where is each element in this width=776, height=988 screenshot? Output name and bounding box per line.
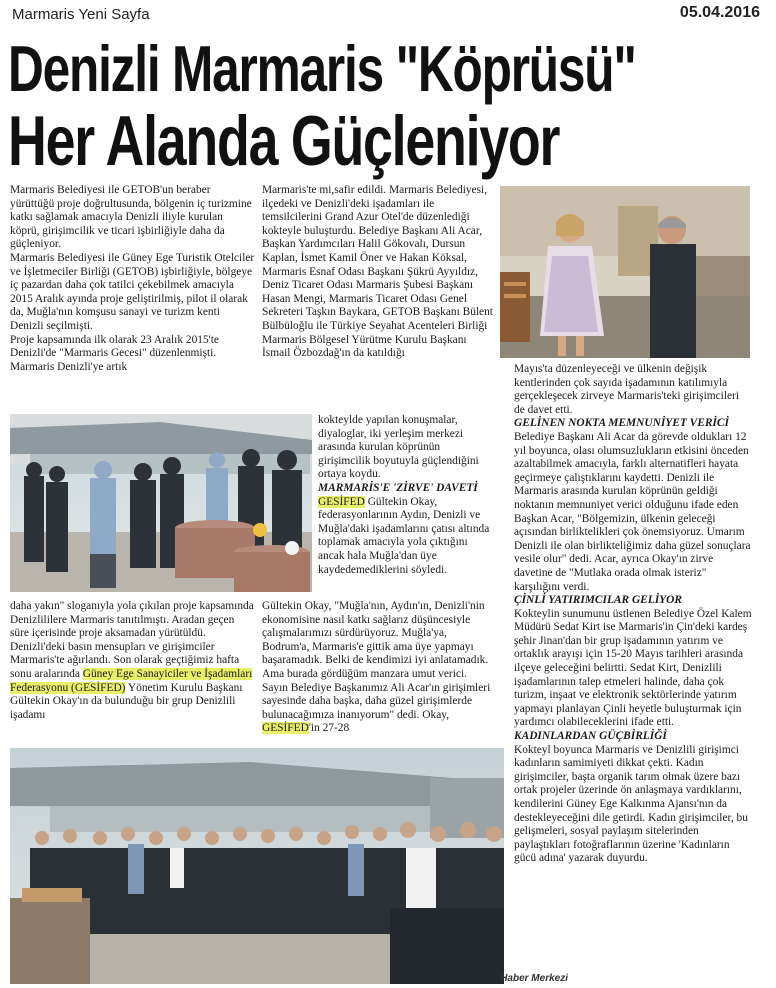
cocktail-photo	[10, 414, 312, 592]
headline-line-1: Denizli Marmaris "Köprüsü"	[8, 33, 636, 106]
group-photo	[10, 748, 504, 984]
paragraph: Gültekin Okay, "Muğla'nın, Aydın'ın, Denizli'nin ekonomisine nasıl katkı sağlarız düşüncesiyle çalışmalarımızı sürdürüyoruz. Muğla'ya, Bodrum'a, Marmaris'e gittik ama üye yapmayı başaramadık. Belki de kendimizi iyi anlatamadık. Ama burada gördüğüm manzara umut verici. Sayın Belediye Başkanımız Ali Acar'ın girişimleri sayesinde daha başka, daha güzel girişimlerde bulunacağımıza inanıyorum" dedi. Okay,	[262, 600, 491, 721]
paragraph: Kokteyl boyunca Marmaris ve Denizlili girişimci kadınların samimiyeti dikkat çekti. Kadın girişimciler, başta organik tarım olmak üzere bazı ortak projeler üzerinde ön anlaşmaya vardıklarını, kendilerini Güney Ege Kalkınma Ajansı'nın da destekleyeceğini dile getirdi. Kadın girişimciler, bu gelişmeleri, sosyal paylaşım sitelerinden paylaştıkları fotoğraflarının üzerine 'Kadınların gücü adına' yazarak duyurdu.	[514, 743, 748, 865]
paragraph: Belediye Başkanı Ali Acar da görevde oldukları 12 yıl boyunca, olası olumsuzlukların etkisini önceden azaltabilmek amacıyla, farklı alternatifleri hayata geçirmeye çalıştıklarını kaydetti. Denizli ile Marmaris arasında kurulan köprünün geldiği noktanın memnuniyet verici olduğunu ifade eden Başkan Acar, "Bölgemizin, ülkenin geleceği açısından birliktelikleri çok önemsiyoruz. Umarım Denizli ile olan birlikteliğimiz daha güzel sonuçlara vesile olur" dedi. Acar, ayrıca Okay'ın zirve davetine de "Mutlaka orada olmak isteriz" karşılığını verdi.	[514, 430, 751, 593]
subheading-memnuniyet: GELİNEN NOKTA MEMNUNİYET VERİCİ	[514, 417, 729, 430]
byline: Haber Merkezi	[500, 973, 568, 984]
paragraph: Marmaris Belediyesi ile GETOB'un beraber yürüttüğü proje doğrultusunda, bölgenin iç turizmine katkı sağlamak amacıyla Denizli iliyle kurulan köprü, girişimcilik ve ticari işbirliğiyle daha da güçleniyor.	[10, 184, 252, 251]
speakers-photo	[500, 186, 750, 358]
publication-date: 05.04.2016	[679, 4, 760, 21]
paragraph: Kokteylin sunumunu üstlenen Belediye Özel Kalem Müdürü Sedat Kirt ise Marmaris'in Çin'deki kardeş şehir Jinan'dan bir grup işadamının yatırım ve ortaklık arayışı için 15-20 Mayıs tarihleri arasında ilçeye geleceğini belirtti. Sedat Kirt, Denizlili işadamlarının talep etmeleri halinde, daha çok turizm, inşaat ve elektronik sektörlerinde yatırım yapmayı planlayan Çinli heyetle buluşturmak için yardımcı olabileceklerini ifade etti.	[514, 607, 752, 729]
subheading-cinli-yatirimcilar: ÇİNLİ YATIRIMCILAR GELİYOR	[514, 594, 682, 607]
column-2-bottom	[262, 600, 494, 740]
headline-line-2: Her Alanda Güçleniyor	[8, 101, 560, 181]
paragraph: Yönetim Kurulu Başkanı Gültekin Okay'ın da bulunduğu bir grup Denizlili işadamı	[10, 681, 243, 721]
gesifed-highlight: GESİFED	[262, 722, 309, 735]
paragraph: Gültekin Okay, federasyonlarının Aydın, Denizli ve Muğla'daki işadamlarını çatısı altında toplamak amacıyla yola çıktığını ancak hala Muğla'dan üye kaydedemediklerini söyledi.	[318, 495, 490, 576]
paragraph: kokteylde yapılan konuşmalar, diyaloglar, iki yerleşim merkezi arasında kurulan köprünün girişimcilik boyutuyla güçlendiğini ortaya koydu.	[318, 414, 479, 481]
paragraph: Proje kapsamında ilk olarak 23 Aralık 2015'te Denizli'de "Marmaris Gecesi" düzenlenmişti. Marmaris Denizli'ye artık	[10, 333, 219, 373]
column-1-top	[10, 184, 255, 402]
paragraph: Marmaris'te mi,safir edildi. Marmaris Belediyesi, ilçedeki ve Denizli'deki işadamları ile temsilcilerini Grand Azur Otel'de düzenlediği kokteyle buluşturdu. Belediye Başkanı Ali Acar, Başkan Yardımcıları Halil Gökovalı, Dursun Kaplan, İsmet Kamil Öner ve Hakan Köksal, Marmaris Esnaf Odası Başkanı Şükrü Ayyıldız, Deniz Ticaret Odası Marmaris Şubesi Başkanı Hasan Mengi, Marmaris Ticaret Odası Genel Sekreteri Taşkın Baykara, GETOB Başkanı Bülent Bülbüloğlu ile Türkiye Seyahat Acenteleri Birliği Marmaris Bölgesel Yürütme Kurulu Başkanı İsmail Özbozdağ'ın da katıldığı	[262, 184, 493, 360]
gesifed-highlight: GESİFED	[318, 495, 365, 508]
paragraph: Marmaris Belediyesi ile Güney Ege Turistik Otelciler ve İşletmeciler Birliği (GETOB) işbirliğiyle, bölgeye iç pazardan daha çok tatilci çekebilmek amacıyla 2015 Aralık ayında proje geliştirilmiş, pilot il olarak da, Muğla'nın komşusu sanayi ve turizm kenti Denizli seçilmişti.	[10, 251, 255, 332]
gesifed-highlight: Güney Ege Sanayiciler ve İşadamları Federasyonu (GESİFED)	[10, 667, 253, 694]
paragraph: 'in 27-28	[308, 722, 350, 735]
paragraph: daha yakın" sloganıyla yola çıkılan proje kapsamında Denizlililere Marmaris tanıtılmıştı. Aradan geçen süre içerisinde proje aksamadan yürütüldü. Denizli'deki basın mensupları ve girişimciler Marmaris'te ağırlandı. Son olarak geçtiğimiz hafta sonu aralarında	[10, 600, 254, 680]
column-2-top	[262, 184, 494, 414]
column-3	[514, 363, 752, 973]
source-name: Marmaris Yeni Sayfa	[12, 6, 150, 23]
column-2-middle	[318, 414, 494, 600]
subheading-kadinlar: KADINLARDAN GÜÇBİRLİĞİ	[514, 730, 667, 743]
paragraph: Mayıs'ta düzenleyeceği ve ülkenin değişik kentlerinden çok sayıda işadamının katılımıyla gerçekleşecek zirveye Marmaris'teki girişimcileri de davet etti.	[514, 363, 740, 416]
column-1-bottom	[10, 600, 255, 740]
subheading-zirve-daveti: MARMARİS'E 'ZİRVE' DAVETİ	[318, 481, 478, 494]
